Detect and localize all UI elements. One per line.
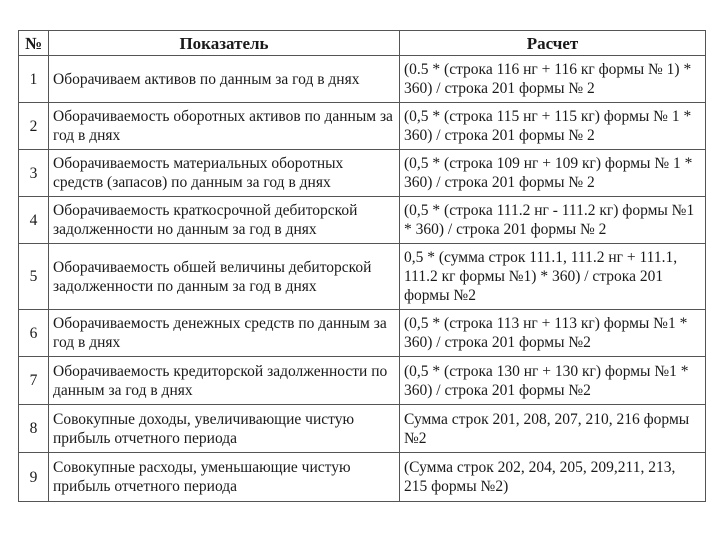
- row-number: 6: [19, 310, 49, 357]
- row-number: 9: [19, 453, 49, 502]
- table-row: [19, 453, 706, 502]
- table-row: [19, 405, 706, 453]
- header-calculation: Расчет: [400, 31, 706, 56]
- indicator-name: Оборачиваемость денежных средств по данным за год в днях: [49, 310, 400, 357]
- table-header-row: [19, 31, 706, 56]
- table-row: [19, 357, 706, 405]
- row-number: 4: [19, 197, 49, 244]
- indicator-name: Оборачиваемость обшей величины дебиторской задолженности по данным за год в днях: [49, 244, 400, 310]
- row-number: 1: [19, 56, 49, 103]
- indicators-table: [18, 30, 706, 502]
- calculation-formula: (0,5 * (строка 109 нг + 109 кг) формы № 1 * 360) / строка 201 формы № 2: [400, 150, 706, 197]
- calculation-formula: (0,5 * (строка 113 нг + 113 кг) формы №1 * 360) / строка 201 формы №2: [400, 310, 706, 357]
- calculation-formula: (0,5 * (строка 115 нг + 115 кг) формы № 1 * 360) / строка 201 формы № 2: [400, 103, 706, 150]
- calculation-formula: (0.5 * (строка 116 нг + 116 кг формы № 1) * 360) / строка 201 формы № 2: [400, 56, 706, 103]
- table-row: [19, 197, 706, 244]
- calculation-formula: (Сумма строк 202, 204, 205, 209,211, 213, 215 формы №2): [400, 453, 706, 502]
- row-number: 3: [19, 150, 49, 197]
- calculation-formula: 0,5 * (сумма строк 111.1, 111.2 нг + 111.1, 111.2 кг формы №1) * 360) / строка 201 формы №2: [400, 244, 706, 310]
- indicator-name: Оборачиваемость материальных оборотных средств (запасов) по данным за год в днях: [49, 150, 400, 197]
- indicator-name: Оборачиваемость краткосрочной дебиторской задолженности но данным за год в днях: [49, 197, 400, 244]
- indicator-name: Совокупные доходы, увеличивающие чистую прибыль отчетного периода: [49, 405, 400, 453]
- header-indicator: Показатель: [49, 31, 400, 56]
- indicator-name: Оборачиваемость кредиторской задолженности по данным за год в днях: [49, 357, 400, 405]
- table-row: [19, 244, 706, 310]
- calculation-formula: (0,5 * (строка 111.2 нг - 111.2 кг) формы №1 * 360) / строка 201 формы № 2: [400, 197, 706, 244]
- table-row: [19, 103, 706, 150]
- row-number: 7: [19, 357, 49, 405]
- row-number: 5: [19, 244, 49, 310]
- indicator-name: Совокупные расходы, уменьшающие чистую прибыль отчетного периода: [49, 453, 400, 502]
- table-row: [19, 310, 706, 357]
- indicator-name: Оборачиваем активов по данным за год в днях: [49, 56, 400, 103]
- calculation-formula: Сумма строк 201, 208, 207, 210, 216 формы №2: [400, 405, 706, 453]
- row-number: 2: [19, 103, 49, 150]
- table-row: [19, 150, 706, 197]
- indicator-name: Оборачиваемость оборотных активов по данным за год в днях: [49, 103, 400, 150]
- header-number: №: [19, 31, 49, 56]
- row-number: 8: [19, 405, 49, 453]
- calculation-formula: (0,5 * (строка 130 нг + 130 кг) формы №1 * 360) / строка 201 формы №2: [400, 357, 706, 405]
- table-row: [19, 56, 706, 103]
